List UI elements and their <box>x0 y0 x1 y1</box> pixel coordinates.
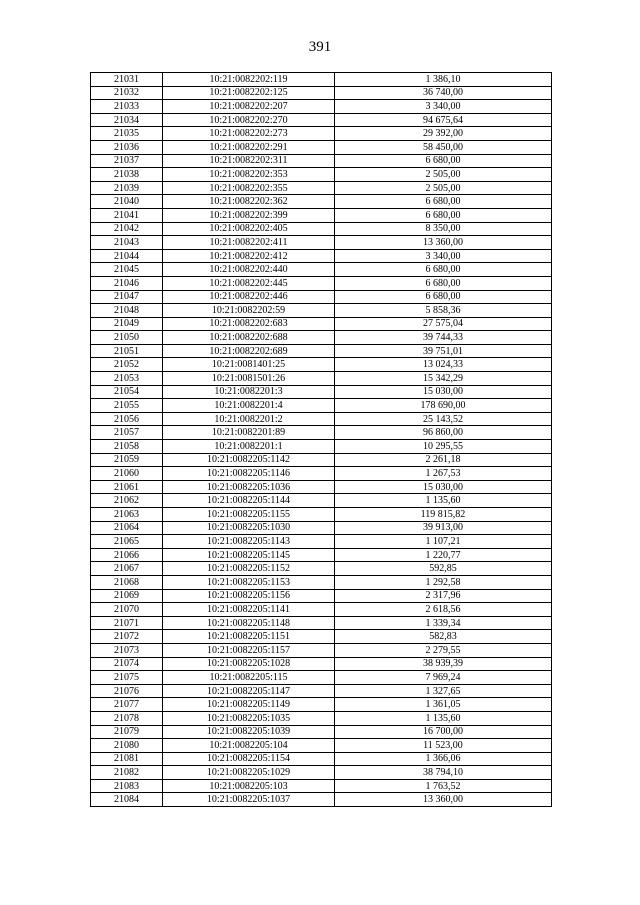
cadastral-value-cell: 6 680,00 <box>335 195 552 209</box>
cadastral-value-cell: 1 763,52 <box>335 779 552 793</box>
cadastral-value-cell: 15 030,00 <box>335 480 552 494</box>
cadastral-number-cell: 10:21:0082205:1152 <box>163 562 335 576</box>
row-number-cell: 21066 <box>91 548 163 562</box>
cadastral-value-cell: 13 024,33 <box>335 358 552 372</box>
row-number-cell: 21048 <box>91 304 163 318</box>
cadastral-number-cell: 10:21:0082205:1155 <box>163 508 335 522</box>
table-row <box>91 562 552 576</box>
row-number-cell: 21061 <box>91 480 163 494</box>
table-row <box>91 630 552 644</box>
cadastral-value-cell: 94 675,64 <box>335 113 552 127</box>
cadastral-number-cell: 10:21:0082202:683 <box>163 317 335 331</box>
row-number-cell: 21064 <box>91 521 163 535</box>
row-number-cell: 21037 <box>91 154 163 168</box>
row-number-cell: 21069 <box>91 589 163 603</box>
row-number-cell: 21078 <box>91 711 163 725</box>
cadastral-number-cell: 10:21:0082202:362 <box>163 195 335 209</box>
cadastral-value-cell: 3 340,00 <box>335 249 552 263</box>
table-row <box>91 222 552 236</box>
cadastral-number-cell: 10:21:0082205:1148 <box>163 616 335 630</box>
row-number-cell: 21058 <box>91 440 163 454</box>
row-number-cell: 21065 <box>91 535 163 549</box>
cadastral-number-cell: 10:21:0082205:1029 <box>163 766 335 780</box>
row-number-cell: 21059 <box>91 453 163 467</box>
table-row <box>91 766 552 780</box>
cadastral-number-cell: 10:21:0081401:25 <box>163 358 335 372</box>
cadastral-value-cell: 13 360,00 <box>335 236 552 250</box>
cadastral-value-cell: 27 575,04 <box>335 317 552 331</box>
table-row <box>91 548 552 562</box>
row-number-cell: 21079 <box>91 725 163 739</box>
cadastral-value-cell: 1 327,65 <box>335 684 552 698</box>
row-number-cell: 21074 <box>91 657 163 671</box>
table-row <box>91 453 552 467</box>
row-number-cell: 21042 <box>91 222 163 236</box>
cadastral-number-cell: 10:21:0082202:405 <box>163 222 335 236</box>
cadastral-number-cell: 10:21:0082205:1145 <box>163 548 335 562</box>
table-row <box>91 643 552 657</box>
row-number-cell: 21041 <box>91 208 163 222</box>
row-number-cell: 21055 <box>91 399 163 413</box>
cadastral-value-cell: 58 450,00 <box>335 140 552 154</box>
cadastral-value-cell: 7 969,24 <box>335 671 552 685</box>
row-number-cell: 21034 <box>91 113 163 127</box>
row-number-cell: 21039 <box>91 181 163 195</box>
cadastral-number-cell: 10:21:0082205:1144 <box>163 494 335 508</box>
table-row <box>91 698 552 712</box>
cadastral-value-cell: 6 680,00 <box>335 290 552 304</box>
cadastral-number-cell: 10:21:0082201:4 <box>163 399 335 413</box>
cadastral-number-cell: 10:21:0082201:3 <box>163 385 335 399</box>
row-number-cell: 21083 <box>91 779 163 793</box>
table-row <box>91 793 552 807</box>
cadastral-number-cell: 10:21:0082202:440 <box>163 263 335 277</box>
row-number-cell: 21060 <box>91 467 163 481</box>
cadastral-number-cell: 10:21:0082201:1 <box>163 440 335 454</box>
cadastral-value-cell: 178 690,00 <box>335 399 552 413</box>
row-number-cell: 21044 <box>91 249 163 263</box>
table-row <box>91 372 552 386</box>
table-row <box>91 127 552 141</box>
cadastral-number-cell: 10:21:0082205:1151 <box>163 630 335 644</box>
cadastral-value-cell: 1 135,60 <box>335 711 552 725</box>
cadastral-number-cell: 10:21:0082202:411 <box>163 236 335 250</box>
row-number-cell: 21081 <box>91 752 163 766</box>
cadastral-value-cell: 13 360,00 <box>335 793 552 807</box>
cadastral-number-cell: 10:21:0082202:273 <box>163 127 335 141</box>
row-number-cell: 21049 <box>91 317 163 331</box>
table-row <box>91 494 552 508</box>
cadastral-number-cell: 10:21:0082202:311 <box>163 154 335 168</box>
row-number-cell: 21084 <box>91 793 163 807</box>
row-number-cell: 21062 <box>91 494 163 508</box>
cadastral-value-cell: 1 135,60 <box>335 494 552 508</box>
cadastral-value-cell: 15 030,00 <box>335 385 552 399</box>
table-row <box>91 671 552 685</box>
row-number-cell: 21040 <box>91 195 163 209</box>
cadastral-value-cell: 6 680,00 <box>335 154 552 168</box>
table-row <box>91 616 552 630</box>
cadastral-number-cell: 10:21:0082205:1141 <box>163 603 335 617</box>
row-number-cell: 21063 <box>91 508 163 522</box>
cadastral-value-cell: 5 858,36 <box>335 304 552 318</box>
cadastral-number-cell: 10:21:0082202:446 <box>163 290 335 304</box>
row-number-cell: 21057 <box>91 426 163 440</box>
cadastral-value-cell: 2 279,55 <box>335 643 552 657</box>
row-number-cell: 21046 <box>91 276 163 290</box>
cadastral-value-cell: 1 361,05 <box>335 698 552 712</box>
cadastral-value-cell: 6 680,00 <box>335 276 552 290</box>
row-number-cell: 21036 <box>91 140 163 154</box>
table-row <box>91 535 552 549</box>
cadastral-value-cell: 6 680,00 <box>335 208 552 222</box>
cadastral-number-cell: 10:21:0082205:1156 <box>163 589 335 603</box>
cadastral-value-cell: 2 505,00 <box>335 181 552 195</box>
cadastral-number-cell: 10:21:0082205:1154 <box>163 752 335 766</box>
table-row <box>91 589 552 603</box>
cadastral-number-cell: 10:21:0082202:399 <box>163 208 335 222</box>
cadastral-number-cell: 10:21:0082205:1149 <box>163 698 335 712</box>
table-row <box>91 276 552 290</box>
cadastral-number-cell: 10:21:0082205:1036 <box>163 480 335 494</box>
table-row <box>91 521 552 535</box>
table-row <box>91 181 552 195</box>
cadastral-value-cell: 1 267,53 <box>335 467 552 481</box>
table-row <box>91 208 552 222</box>
cadastral-number-cell: 10:21:0082202:125 <box>163 86 335 100</box>
table-row <box>91 73 552 87</box>
table-row <box>91 467 552 481</box>
cadastral-value-cell: 8 350,00 <box>335 222 552 236</box>
cadastral-number-cell: 10:21:0082202:355 <box>163 181 335 195</box>
cadastral-number-cell: 10:21:0082205:1030 <box>163 521 335 535</box>
row-number-cell: 21043 <box>91 236 163 250</box>
row-number-cell: 21032 <box>91 86 163 100</box>
cadastral-number-cell: 10:21:0082202:445 <box>163 276 335 290</box>
cadastral-number-cell: 10:21:0082201:2 <box>163 412 335 426</box>
row-number-cell: 21033 <box>91 100 163 114</box>
cadastral-value-cell: 39 744,33 <box>335 331 552 345</box>
cadastral-number-cell: 10:21:0082202:688 <box>163 331 335 345</box>
table-row <box>91 385 552 399</box>
cadastral-value-cell: 29 392,00 <box>335 127 552 141</box>
table-row <box>91 290 552 304</box>
table-row <box>91 575 552 589</box>
row-number-cell: 21071 <box>91 616 163 630</box>
row-number-cell: 21077 <box>91 698 163 712</box>
cadastral-value-cell: 2 505,00 <box>335 168 552 182</box>
table-row <box>91 508 552 522</box>
cadastral-number-cell: 10:21:0082205:1028 <box>163 657 335 671</box>
cadastral-number-cell: 10:21:0082202:270 <box>163 113 335 127</box>
table-row <box>91 440 552 454</box>
row-number-cell: 21067 <box>91 562 163 576</box>
cadastral-value-cell: 38 939,39 <box>335 657 552 671</box>
table-row <box>91 725 552 739</box>
cadastral-value-table <box>90 72 552 807</box>
table-row <box>91 304 552 318</box>
cadastral-number-cell: 10:21:0082202:412 <box>163 249 335 263</box>
cadastral-value-cell: 582,83 <box>335 630 552 644</box>
row-number-cell: 21047 <box>91 290 163 304</box>
table-row <box>91 412 552 426</box>
cadastral-value-cell: 2 618,56 <box>335 603 552 617</box>
table-row <box>91 236 552 250</box>
table-row <box>91 657 552 671</box>
cadastral-number-cell: 10:21:0082202:59 <box>163 304 335 318</box>
cadastral-value-cell: 6 680,00 <box>335 263 552 277</box>
table-row <box>91 140 552 154</box>
table-row <box>91 195 552 209</box>
row-number-cell: 21050 <box>91 331 163 345</box>
table-row <box>91 331 552 345</box>
cadastral-number-cell: 10:21:0082205:1153 <box>163 575 335 589</box>
cadastral-number-cell: 10:21:0082205:1143 <box>163 535 335 549</box>
table-row <box>91 358 552 372</box>
row-number-cell: 21080 <box>91 739 163 753</box>
row-number-cell: 21072 <box>91 630 163 644</box>
table-row <box>91 249 552 263</box>
cadastral-number-cell: 10:21:0081501:26 <box>163 372 335 386</box>
cadastral-value-cell: 16 700,00 <box>335 725 552 739</box>
cadastral-value-cell: 119 815,82 <box>335 508 552 522</box>
cadastral-value-cell: 1 339,34 <box>335 616 552 630</box>
cadastral-value-cell: 36 740,00 <box>335 86 552 100</box>
cadastral-value-cell: 38 794,10 <box>335 766 552 780</box>
row-number-cell: 21082 <box>91 766 163 780</box>
row-number-cell: 21038 <box>91 168 163 182</box>
table-row <box>91 603 552 617</box>
cadastral-value-cell: 1 292,58 <box>335 575 552 589</box>
cadastral-number-cell: 10:21:0082205:1147 <box>163 684 335 698</box>
table-row <box>91 779 552 793</box>
table-row <box>91 426 552 440</box>
cadastral-value-cell: 39 751,01 <box>335 344 552 358</box>
table-row <box>91 113 552 127</box>
row-number-cell: 21051 <box>91 344 163 358</box>
cadastral-number-cell: 10:21:0082202:291 <box>163 140 335 154</box>
cadastral-number-cell: 10:21:0082205:1142 <box>163 453 335 467</box>
cadastral-number-cell: 10:21:0082205:1035 <box>163 711 335 725</box>
table-body <box>91 73 552 807</box>
table-row <box>91 344 552 358</box>
table-row <box>91 86 552 100</box>
cadastral-number-cell: 10:21:0082205:115 <box>163 671 335 685</box>
row-number-cell: 21054 <box>91 385 163 399</box>
cadastral-value-cell: 1 107,21 <box>335 535 552 549</box>
table-row <box>91 711 552 725</box>
cadastral-value-cell: 96 860,00 <box>335 426 552 440</box>
cadastral-number-cell: 10:21:0082205:1146 <box>163 467 335 481</box>
row-number-cell: 21056 <box>91 412 163 426</box>
cadastral-value-cell: 2 261,18 <box>335 453 552 467</box>
row-number-cell: 21075 <box>91 671 163 685</box>
cadastral-value-cell: 592,85 <box>335 562 552 576</box>
row-number-cell: 21035 <box>91 127 163 141</box>
cadastral-number-cell: 10:21:0082202:689 <box>163 344 335 358</box>
cadastral-number-cell: 10:21:0082205:104 <box>163 739 335 753</box>
row-number-cell: 21053 <box>91 372 163 386</box>
table-row <box>91 154 552 168</box>
cadastral-number-cell: 10:21:0082202:207 <box>163 100 335 114</box>
cadastral-value-cell: 3 340,00 <box>335 100 552 114</box>
row-number-cell: 21068 <box>91 575 163 589</box>
cadastral-number-cell: 10:21:0082202:353 <box>163 168 335 182</box>
table-row <box>91 752 552 766</box>
cadastral-number-cell: 10:21:0082201:89 <box>163 426 335 440</box>
page-number: 391 <box>308 39 332 55</box>
table-row <box>91 480 552 494</box>
cadastral-value-cell: 11 523,00 <box>335 739 552 753</box>
cadastral-value-cell: 39 913,00 <box>335 521 552 535</box>
table-row <box>91 399 552 413</box>
cadastral-number-cell: 10:21:0082205:1157 <box>163 643 335 657</box>
cadastral-value-cell: 10 295,55 <box>335 440 552 454</box>
cadastral-value-cell: 25 143,52 <box>335 412 552 426</box>
table-row <box>91 168 552 182</box>
cadastral-value-cell: 1 220,77 <box>335 548 552 562</box>
cadastral-number-cell: 10:21:0082205:103 <box>163 779 335 793</box>
cadastral-number-cell: 10:21:0082202:119 <box>163 73 335 87</box>
cadastral-value-cell: 15 342,29 <box>335 372 552 386</box>
table-row <box>91 317 552 331</box>
cadastral-number-cell: 10:21:0082205:1039 <box>163 725 335 739</box>
row-number-cell: 21070 <box>91 603 163 617</box>
table-row <box>91 100 552 114</box>
cadastral-value-cell: 2 317,96 <box>335 589 552 603</box>
row-number-cell: 21031 <box>91 73 163 87</box>
row-number-cell: 21076 <box>91 684 163 698</box>
cadastral-value-cell: 1 386,10 <box>335 73 552 87</box>
row-number-cell: 21052 <box>91 358 163 372</box>
row-number-cell: 21073 <box>91 643 163 657</box>
cadastral-number-cell: 10:21:0082205:1037 <box>163 793 335 807</box>
table-row <box>91 263 552 277</box>
row-number-cell: 21045 <box>91 263 163 277</box>
table-row <box>91 684 552 698</box>
table-row <box>91 739 552 753</box>
cadastral-value-cell: 1 366,06 <box>335 752 552 766</box>
